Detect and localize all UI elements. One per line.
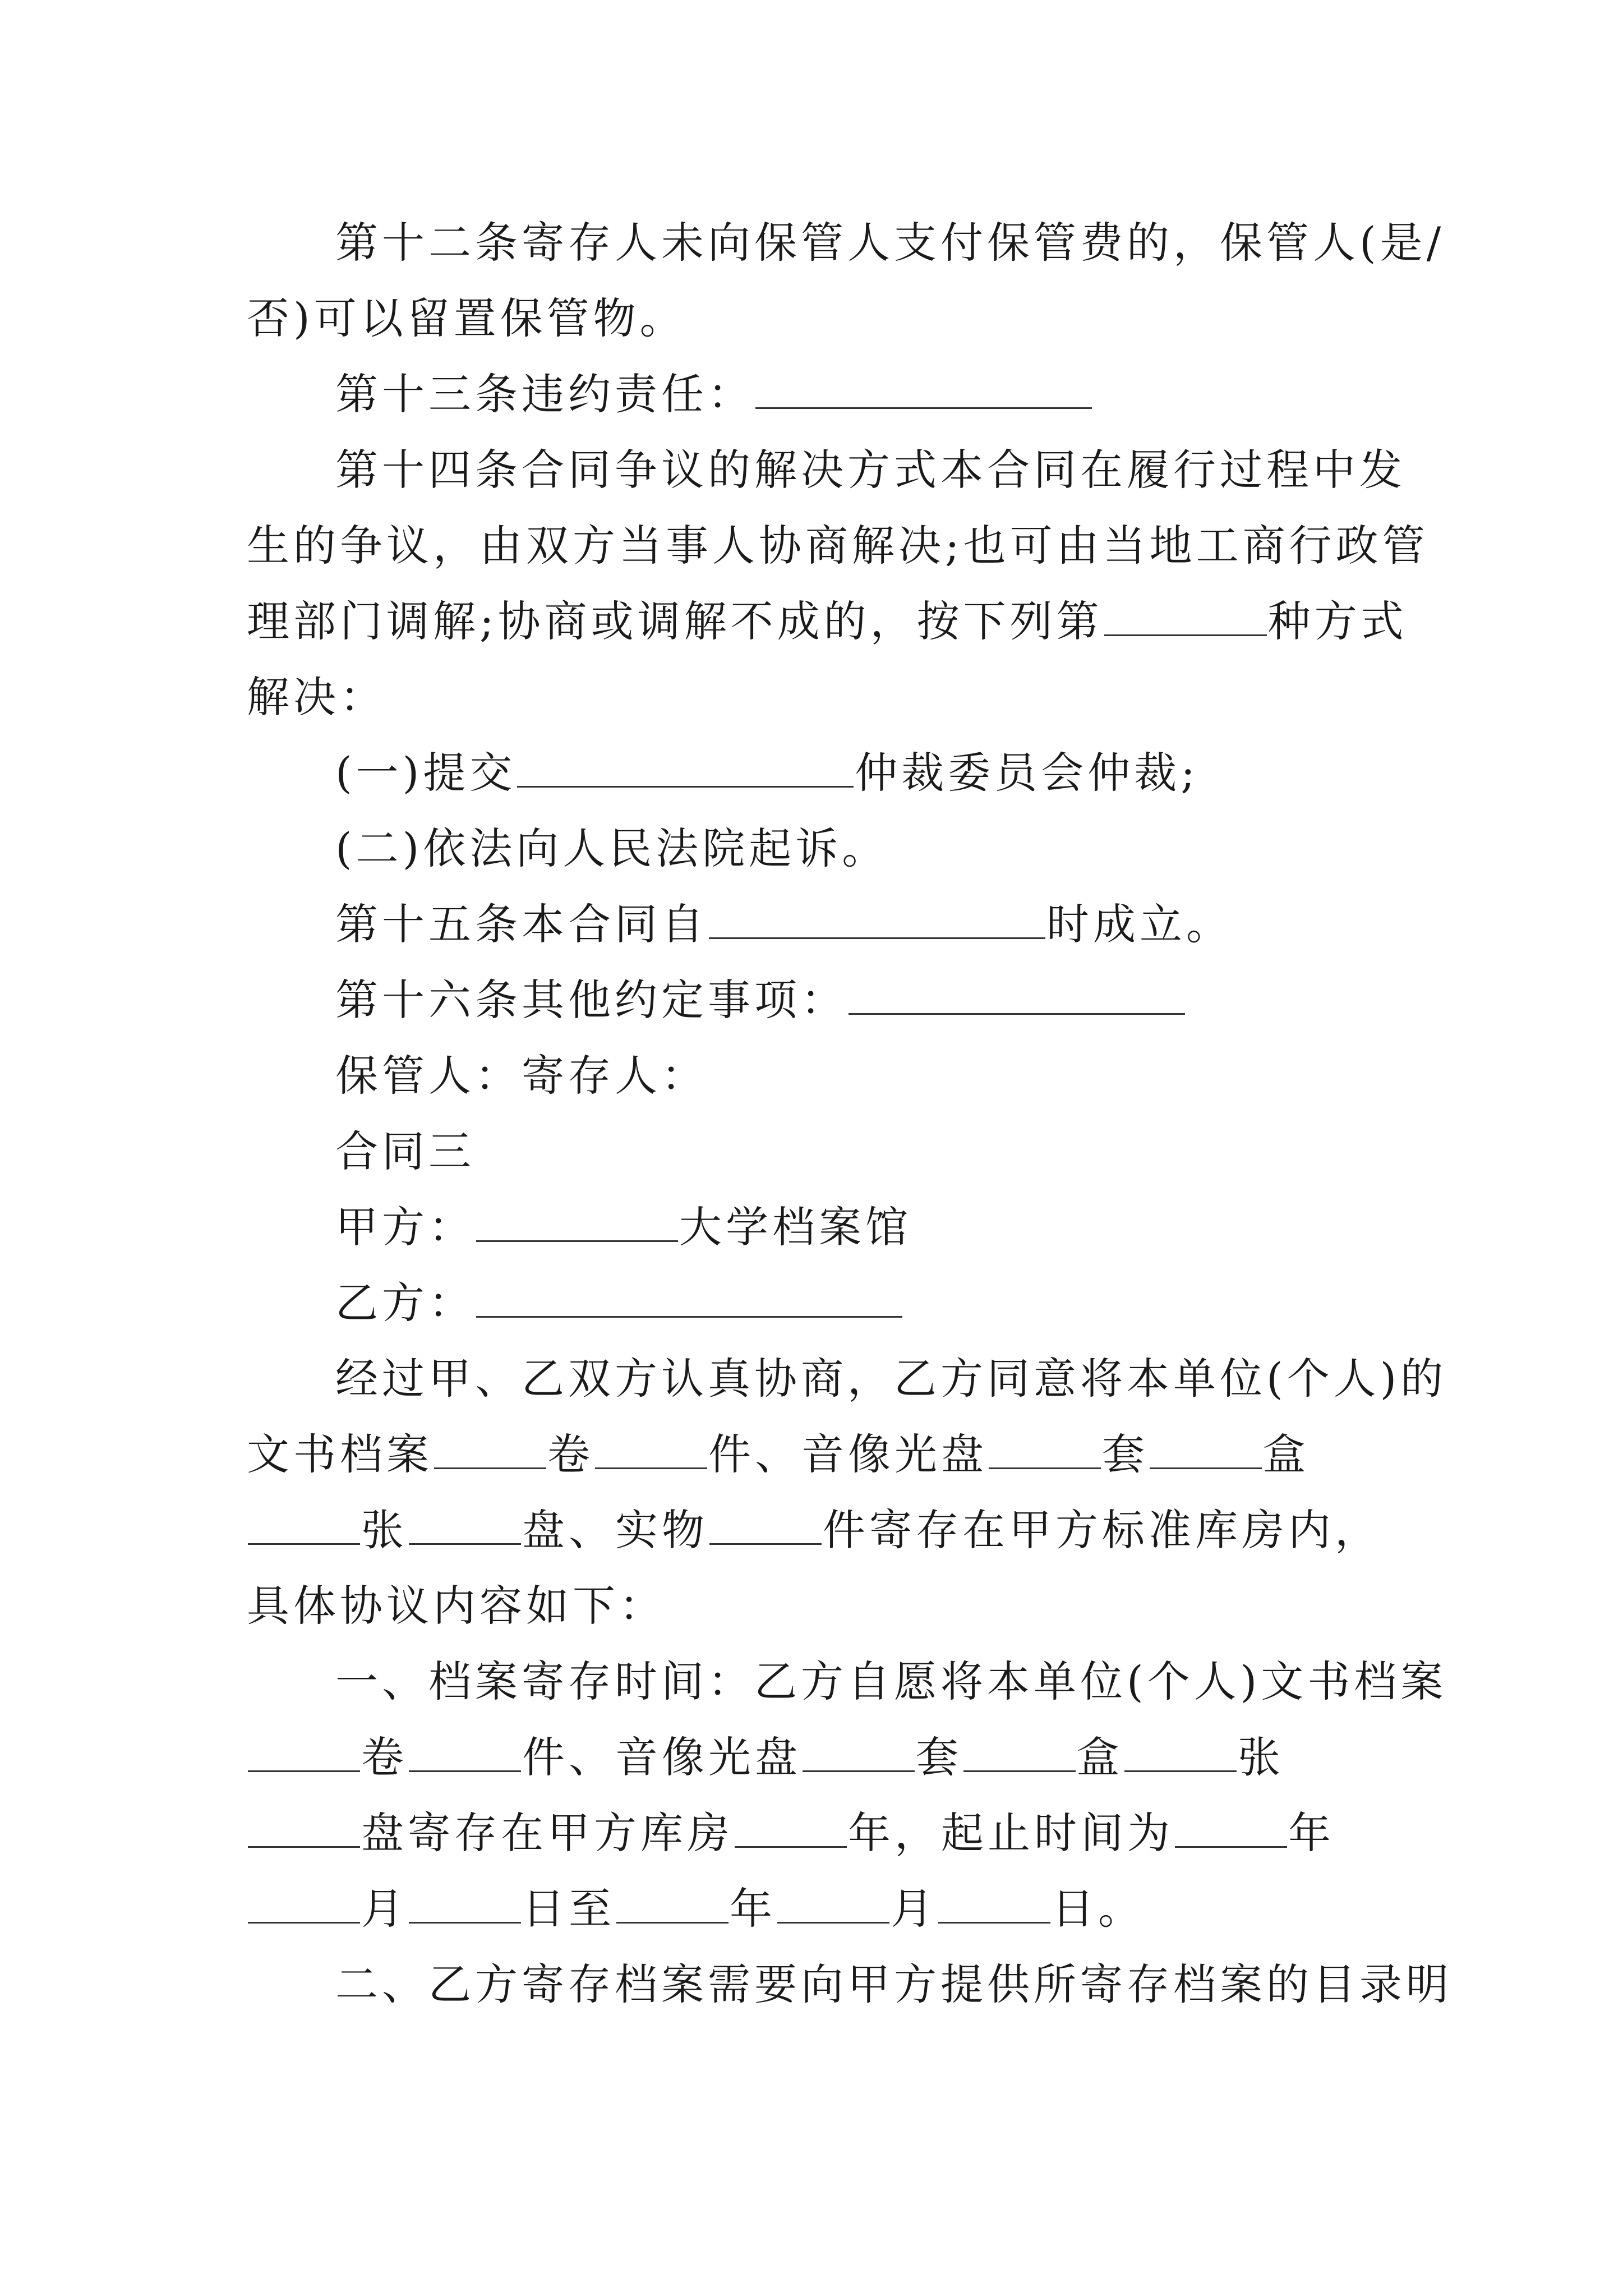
fill-blank[interactable] bbox=[409, 1541, 521, 1545]
fill-blank[interactable] bbox=[248, 1768, 360, 1772]
fill-blank[interactable] bbox=[938, 1920, 1050, 1924]
fill-blank[interactable] bbox=[409, 1920, 521, 1924]
fill-blank[interactable] bbox=[755, 405, 1092, 409]
clause-14-line-4: 解决： bbox=[247, 672, 386, 722]
fill-blank[interactable] bbox=[777, 1920, 889, 1924]
fill-blank[interactable] bbox=[248, 1920, 360, 1924]
clause-14-line-3: 理部门调解;协商或调解不成的，按下列第 种方式 bbox=[247, 596, 1408, 646]
section-title: 合同三 bbox=[335, 1126, 475, 1176]
fill-blank[interactable] bbox=[803, 1768, 915, 1772]
clause-14-line-2: 生的争议，由双方当事人协商解决;也可由当地工商行政管 bbox=[247, 521, 1429, 570]
fill-blank[interactable] bbox=[248, 1541, 360, 1545]
preamble-line-4: 具体协议内容如下： bbox=[247, 1581, 666, 1631]
fill-blank[interactable] bbox=[616, 1920, 728, 1924]
fill-blank[interactable] bbox=[434, 1465, 546, 1469]
option-2: (二)依法向人民法院起诉。 bbox=[335, 823, 889, 873]
article-2-line-1: 二、乙方寄存档案需要向甲方提供所寄存档案的目录明 bbox=[335, 1959, 1453, 2009]
fill-blank[interactable] bbox=[1124, 1768, 1237, 1772]
option-1: (一)提交 仲裁委员会仲裁; bbox=[335, 748, 1199, 798]
clause-12-line-2: 否)可以留置保管物。 bbox=[247, 293, 686, 343]
clause-14-line-1: 第十四条合同争议的解决方式本合同在履行过程中发 bbox=[335, 445, 1406, 495]
clause-12-line-1: 第十二条寄存人未向保管人支付保管费的，保管人(是/ bbox=[335, 218, 1445, 268]
clause-13: 第十三条违约责任： bbox=[335, 373, 1093, 416]
article-1-line-3: 盘寄存在甲方库房 年，起止时间为 年 bbox=[247, 1812, 1335, 1855]
fill-blank[interactable] bbox=[476, 1314, 902, 1318]
fill-blank[interactable] bbox=[989, 1465, 1101, 1469]
fill-blank[interactable] bbox=[1104, 632, 1267, 636]
article-1-line-4: 月 日至 年 月 日。 bbox=[247, 1888, 1145, 1930]
fill-blank[interactable] bbox=[709, 935, 1045, 939]
party-a: 甲方： 大学档案馆 bbox=[335, 1202, 912, 1252]
fill-blank[interactable] bbox=[248, 1844, 360, 1848]
fill-blank[interactable] bbox=[963, 1768, 1076, 1772]
fill-blank[interactable] bbox=[595, 1465, 707, 1469]
preamble-line-1: 经过甲、乙双方认真协商，乙方同意将本单位(个人)的 bbox=[335, 1354, 1447, 1404]
clause-16: 第十六条其他约定事项： bbox=[335, 979, 1186, 1022]
article-1-line-2: 卷 件、音像光盘 套 盒 张 bbox=[247, 1736, 1284, 1779]
fill-blank[interactable] bbox=[849, 1011, 1185, 1015]
clause-15: 第十五条本合同自 时成立。 bbox=[335, 899, 1233, 949]
fill-blank[interactable] bbox=[1175, 1844, 1287, 1848]
fill-blank[interactable] bbox=[476, 1238, 678, 1242]
fill-blank[interactable] bbox=[1150, 1465, 1262, 1469]
fill-blank[interactable] bbox=[409, 1768, 521, 1772]
signature-line: 保管人：寄存人： bbox=[335, 1051, 708, 1101]
preamble-line-2: 文书档案 卷 件、音像光盘 套 盒 bbox=[247, 1429, 1310, 1479]
article-1-line-1: 一、档案寄存时间：乙方自愿将本单位(个人)文书档案 bbox=[335, 1657, 1447, 1706]
preamble-line-3: 张 盘、实物 件寄存在甲方标准库房内， bbox=[247, 1509, 1381, 1552]
fill-blank[interactable] bbox=[517, 784, 854, 788]
fill-blank[interactable] bbox=[709, 1541, 822, 1545]
fill-blank[interactable] bbox=[735, 1844, 847, 1848]
party-b: 乙方： bbox=[335, 1282, 903, 1324]
